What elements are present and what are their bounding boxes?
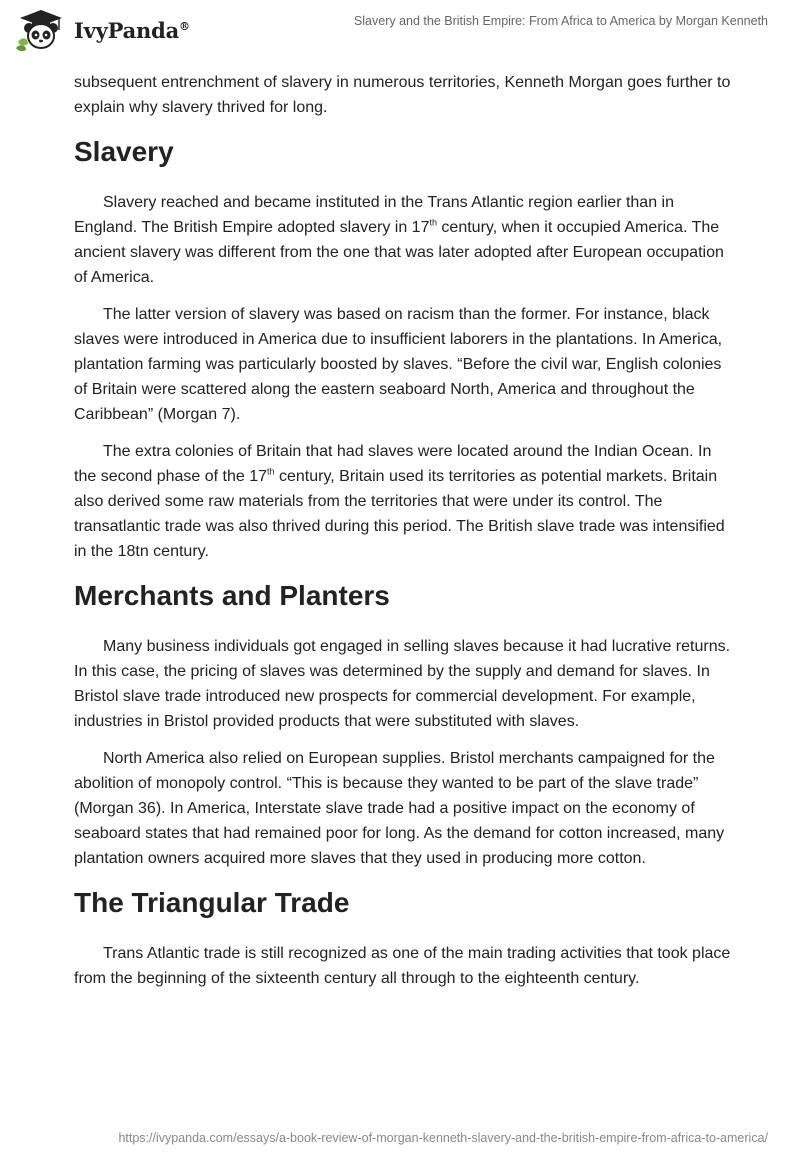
section-heading-slavery: Slavery [74,136,174,167]
triangular-paragraph-1: Trans Atlantic trade is still recognized as one of the main trading activities that took place from the beginning of the sixteenth century all through to the eighteenth century. [74,945,731,987]
intro-paragraph: subsequent entrenchment of slavery in numerous territories, Kenneth Morgan goes further to explain why slavery thrived for long. [74,74,731,116]
merchants-paragraph-1: Many business individuals got engaged in selling slaves because it had lucrative returns. In this case, the pricing of slaves was determined by the supply and demand for slaves. In Bristol slave trade introduced new prospects for commercial development. For example, industries in Bristol provided products that were substituted with slaves. [74,638,731,730]
source-url[interactable]: https://ivypanda.com/essays/a-book-review-of-morgan-kenneth-slavery-and-the-british-empire-from-africa-to-america/ [118,1131,768,1145]
section-heading-triangular-trade: The Triangular Trade [74,887,350,918]
brand-name: IvyPanda® [74,17,190,43]
slavery-paragraph-2: The latter version of slavery was based on racism than the former. For instance, black slaves were introduced in America due to insufficient laborers in the plantations. In America, plantation farming was particularly boosted by slaves. “Before the civil war, English colonies of Britain were scattered along the eastern seaboard North, America and throughout the Caribbean” (Morgan 7). [74,306,723,423]
merchants-paragraph-2: North America also relied on European supplies. Bristol merchants campaigned for the abolition of monopoly control. “This is because they wanted to be part of the slave trade” (Morgan 36). In America, Interstate slave trade had a positive impact on the economy of seaboard states that had remained poor for long. As the demand for cotton increased, many plantation owners acquired more slaves that they used in producing more cotton. [74,750,725,867]
ivypanda-logo[interactable] [14,8,190,52]
essay-body [74,70,734,1003]
slavery-paragraph-1: Slavery reached and became instituted in the Trans Atlantic region earlier than in England. The British Empire adopted slavery in 17th century, when it occupied America. The ancient slavery was different from the one that was later adopted after European occupation of America. [74,194,724,286]
slavery-paragraph-3: The extra colonies of Britain that had slaves were located around the Indian Ocean. In the second phase of the 17th century, Britain used its territories as potential markets. Britain also derived some raw materials from the territories that were under its control. The transatlantic trade was also thrived during this period. The British slave trade was intensified in the 18tn century. [74,443,725,560]
page-header [0,0,800,60]
section-heading-merchants: Merchants and Planters [74,580,390,611]
document-title: Slavery and the British Empire: From Africa to America by Morgan Kenneth [353,14,768,28]
panda-graduate-icon [14,8,68,52]
